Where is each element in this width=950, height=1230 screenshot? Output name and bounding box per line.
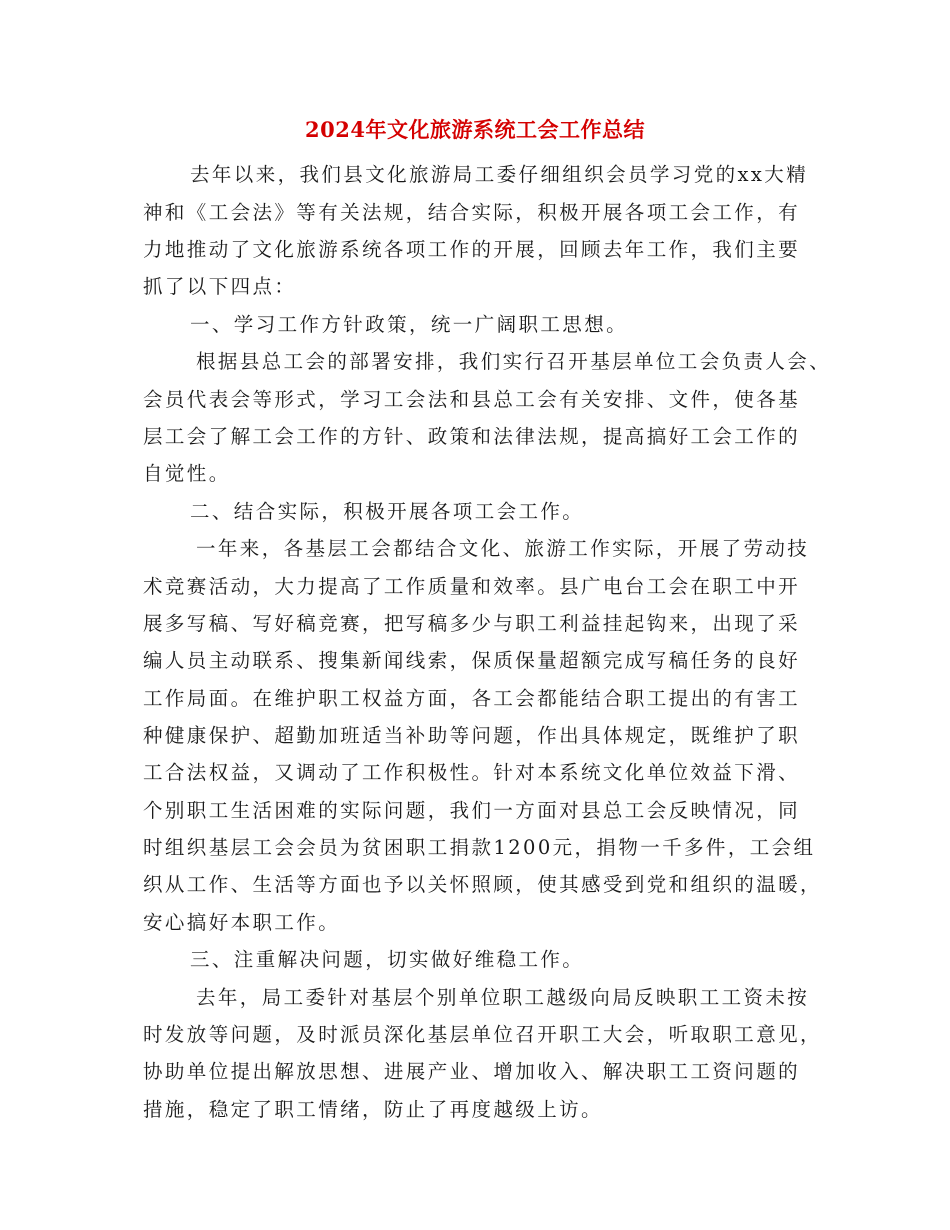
paragraph-line: 一年来，各基层工会都结合文化、旅游工作实际，开展了劳动技 (196, 537, 810, 560)
paragraph-line: 术竞赛活动，大力提高了工作质量和效率。县广电台工会在职工中开 (143, 575, 801, 598)
paragraph-line: 时发放等问题，及时派员深化基层单位召开职工大会，听取职工意见， (143, 1023, 822, 1046)
paragraph-line: 去年，局工委针对基层个别单位职工越级向局反映职工工资未按 (196, 986, 810, 1009)
paragraph-line: 编人员主动联系、搜集新闻线索，保质保量超额完成写稿任务的良好 (143, 649, 801, 672)
paragraph-line: 去年以来，我们县文化旅游局工委仔细组织会员学习党的xx大精 (190, 163, 809, 186)
paragraph-line: 会员代表会等形式，学习工会法和县总工会有关安排、文件，使各基 (143, 388, 801, 411)
paragraph-line: 织从工作、生活等方面也予以关怀照顾，使其感受到党和组织的温暖， (143, 873, 822, 896)
section-heading: 一、学习工作方针政策，统一广阔职工思想。 (190, 313, 629, 336)
paragraph-line: 展多写稿、写好稿竞赛，把写稿多少与职工利益挂起钩来，出现了采 (143, 612, 801, 635)
paragraph-line: 个别职工生活困难的实际问题，我们一方面对县总工会反映情况，同 (143, 799, 801, 822)
document-title: 2024年文化旅游系统工会工作总结 (305, 117, 645, 142)
paragraph-line: 措施，稳定了职工情绪，防止了再度越级上访。 (143, 1098, 603, 1121)
paragraph-line: 自觉性。 (143, 462, 231, 485)
paragraph-line: 种健康保护、超勤加班适当补助等问题，作出具体规定，既维护了职 (143, 724, 801, 747)
paragraph-line: 层工会了解工会工作的方针、政策和法律法规，提高搞好工会工作的 (143, 425, 801, 448)
paragraph-line: 协助单位提出解放思想、进展产业、增加收入、解决职工工资问题的 (143, 1060, 801, 1083)
paragraph-line: 工合法权益，又调动了工作积极性。针对本系统文化单位效益下滑、 (143, 761, 801, 784)
section-heading: 二、结合实际，积极开展各项工会工作。 (190, 500, 585, 523)
paragraph-line: 根据县总工会的部署安排，我们实行召开基层单位工会负责人会、 (196, 350, 832, 373)
paragraph-line: 工作局面。在维护职工权益方面，各工会都能结合职工提出的有害工 (143, 687, 801, 710)
section-heading: 三、注重解决问题，切实做好维稳工作。 (190, 948, 585, 971)
paragraph-line: 安心搞好本职工作。 (143, 911, 341, 934)
paragraph-line: 神和《工会法》等有关法规，结合实际，积极开展各项工会工作，有 (143, 201, 801, 224)
paragraph-line: 时组织基层工会会员为贫困职工捐款1200元，捐物一千多件，工会组 (143, 836, 816, 859)
paragraph-line: 抓了以下四点： (143, 275, 297, 298)
paragraph-line: 力地推动了文化旅游系统各项工作的开展，回顾去年工作，我们主要 (143, 238, 801, 261)
